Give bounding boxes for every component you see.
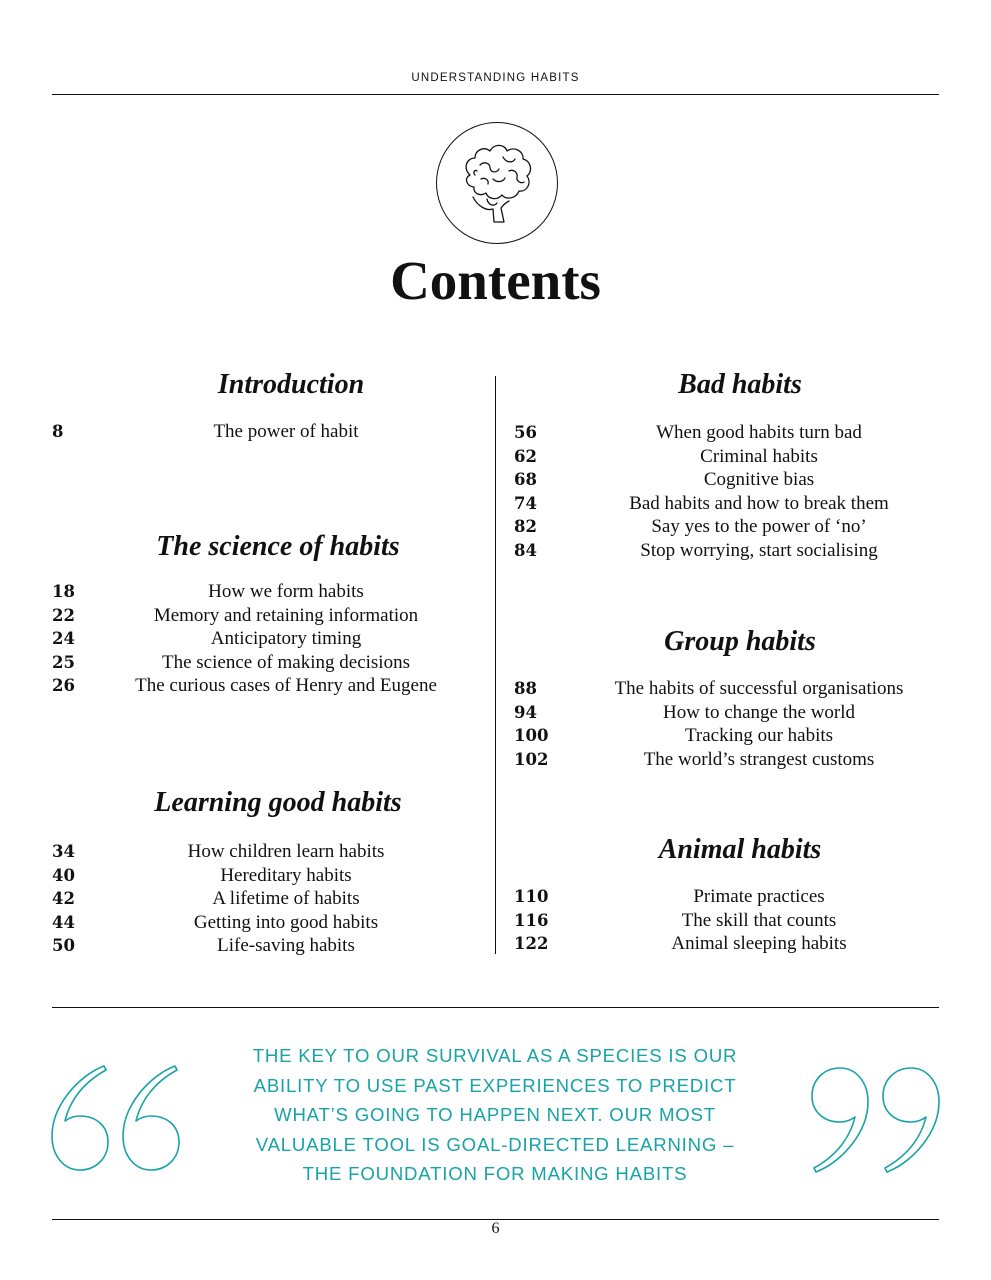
entry-title: Animal sleeping habits (671, 933, 847, 955)
section-heading-bad: Bad habits (678, 369, 802, 400)
pull-quote-line: WHAT’S GOING TO HAPPEN NEXT. OUR MOST (274, 1104, 716, 1126)
entry-title: A lifetime of habits (212, 888, 360, 910)
toc-entry[interactable] (514, 516, 960, 540)
toc-entry[interactable] (52, 581, 472, 605)
page-title: Contents (390, 250, 601, 311)
open-quote-icon (48, 1060, 188, 1178)
toc-entry[interactable] (52, 865, 472, 889)
entry-page-number: 44 (52, 912, 75, 932)
entry-page-number: 25 (52, 652, 75, 672)
entry-title: Life-saving habits (217, 935, 355, 957)
entry-page-number: 94 (514, 702, 537, 722)
section-heading-introduction: Introduction (217, 369, 365, 400)
header-rule (52, 94, 939, 95)
entry-title: The skill that counts (681, 909, 837, 931)
brain-badge (436, 122, 558, 244)
entry-title: The science of making decisions (162, 651, 410, 673)
toc-entry[interactable] (52, 628, 472, 652)
section-animal-list (514, 886, 960, 957)
entry-page-number: 84 (514, 540, 537, 560)
entry-page-number: 18 (52, 582, 75, 601)
entry-page-number: 82 (514, 517, 537, 537)
toc-entry[interactable] (514, 469, 960, 493)
entry-page-number: 122 (514, 934, 549, 954)
entry-title: Stop worrying, start socialising (640, 539, 878, 561)
quote-top-rule (52, 1007, 939, 1008)
entry-page-number: 88 (514, 679, 537, 698)
entry-page-number: 116 (514, 910, 549, 930)
toc-entry[interactable] (514, 702, 960, 726)
pull-quote-line: VALUABLE TOOL IS GOAL-DIRECTED LEARNING – (255, 1133, 735, 1155)
entry-title: The power of habit (213, 421, 359, 442)
entry-page-number: 26 (52, 676, 75, 696)
entry-title: How children learn habits (187, 841, 385, 862)
pull-quote-line: ABILITY TO USE PAST EXPERIENCES TO PREDICT (253, 1074, 737, 1096)
toc-entry[interactable] (52, 935, 472, 959)
section-heading-group: Group habits (664, 626, 816, 657)
entry-page-number: 110 (514, 887, 549, 906)
entry-title: Hereditary habits (220, 864, 352, 886)
entry-page-number: 42 (52, 889, 75, 909)
section-bad-list (514, 422, 960, 564)
pull-quote-line: THE KEY TO OUR SURVIVAL AS A SPECIES IS OUR (252, 1045, 738, 1066)
toc-entry[interactable] (514, 886, 960, 910)
entry-page-number: 24 (52, 629, 75, 649)
toc-entry[interactable] (514, 493, 960, 517)
entry-page-number: 8 (52, 422, 64, 441)
toc-entry[interactable] (52, 605, 472, 629)
entry-page-number: 34 (52, 842, 75, 861)
entry-title: Getting into good habits (193, 911, 379, 933)
pull-quote-line: THE FOUNDATION FOR MAKING HABITS (302, 1163, 688, 1185)
entry-title: Criminal habits (700, 445, 818, 467)
toc-entry[interactable] (514, 678, 960, 702)
toc-entry[interactable] (514, 933, 960, 957)
toc-entry[interactable] (514, 910, 960, 934)
section-science-list (52, 581, 472, 699)
running-head: UNDERSTANDING HABITS (411, 72, 580, 84)
entry-title: The curious cases of Henry and Eugene (135, 675, 437, 697)
entry-page-number: 40 (52, 865, 75, 885)
toc-entry[interactable] (52, 912, 472, 936)
toc-entry[interactable] (514, 725, 960, 749)
close-quote-icon (804, 1060, 944, 1178)
section-group-list (514, 678, 960, 772)
pull-quote (213, 1041, 777, 1189)
toc-entry[interactable] (52, 421, 472, 445)
entry-title: Primate practices (693, 886, 825, 907)
toc-entry[interactable] (52, 652, 472, 676)
entry-title: Tracking our habits (684, 725, 834, 747)
toc-entry[interactable] (514, 749, 960, 773)
entry-page-number: 56 (514, 423, 537, 442)
toc-entry[interactable] (514, 422, 960, 446)
entry-title: Cognitive bias (703, 469, 815, 491)
toc-entry[interactable] (514, 540, 960, 564)
entry-page-number: 62 (514, 446, 537, 466)
entry-title: Memory and retaining information (153, 604, 419, 626)
entry-page-number: 22 (52, 605, 75, 625)
toc-entry[interactable] (514, 446, 960, 470)
entry-page-number: 102 (514, 749, 549, 769)
entry-title: When good habits turn bad (656, 422, 862, 443)
toc-entry[interactable] (52, 841, 472, 865)
section-heading-learning: Learning good habits (154, 787, 402, 818)
page-number: 6 (491, 1220, 500, 1237)
section-heading-animal: Animal habits (658, 834, 822, 865)
column-divider (495, 376, 496, 954)
section-learning-list (52, 841, 472, 959)
entry-title: Bad habits and how to break them (629, 492, 889, 514)
entry-title: The habits of successful organisations (614, 678, 904, 699)
entry-title: Anticipatory timing (210, 628, 362, 650)
toc-entry[interactable] (52, 888, 472, 912)
entry-title: How to change the world (662, 701, 856, 723)
entry-page-number: 100 (514, 726, 549, 746)
entry-title: Say yes to the power of ‘no’ (651, 516, 867, 538)
entry-page-number: 74 (514, 493, 537, 513)
section-heading-science: The science of habits (156, 531, 400, 562)
entry-page-number: 68 (514, 470, 537, 490)
entry-title: The world’s strangest customs (643, 748, 875, 770)
toc-entry[interactable] (52, 675, 472, 699)
brain-icon (437, 123, 559, 245)
entry-title: How we form habits (208, 581, 364, 602)
entry-page-number: 50 (52, 936, 75, 956)
section-introduction-list (52, 421, 472, 445)
